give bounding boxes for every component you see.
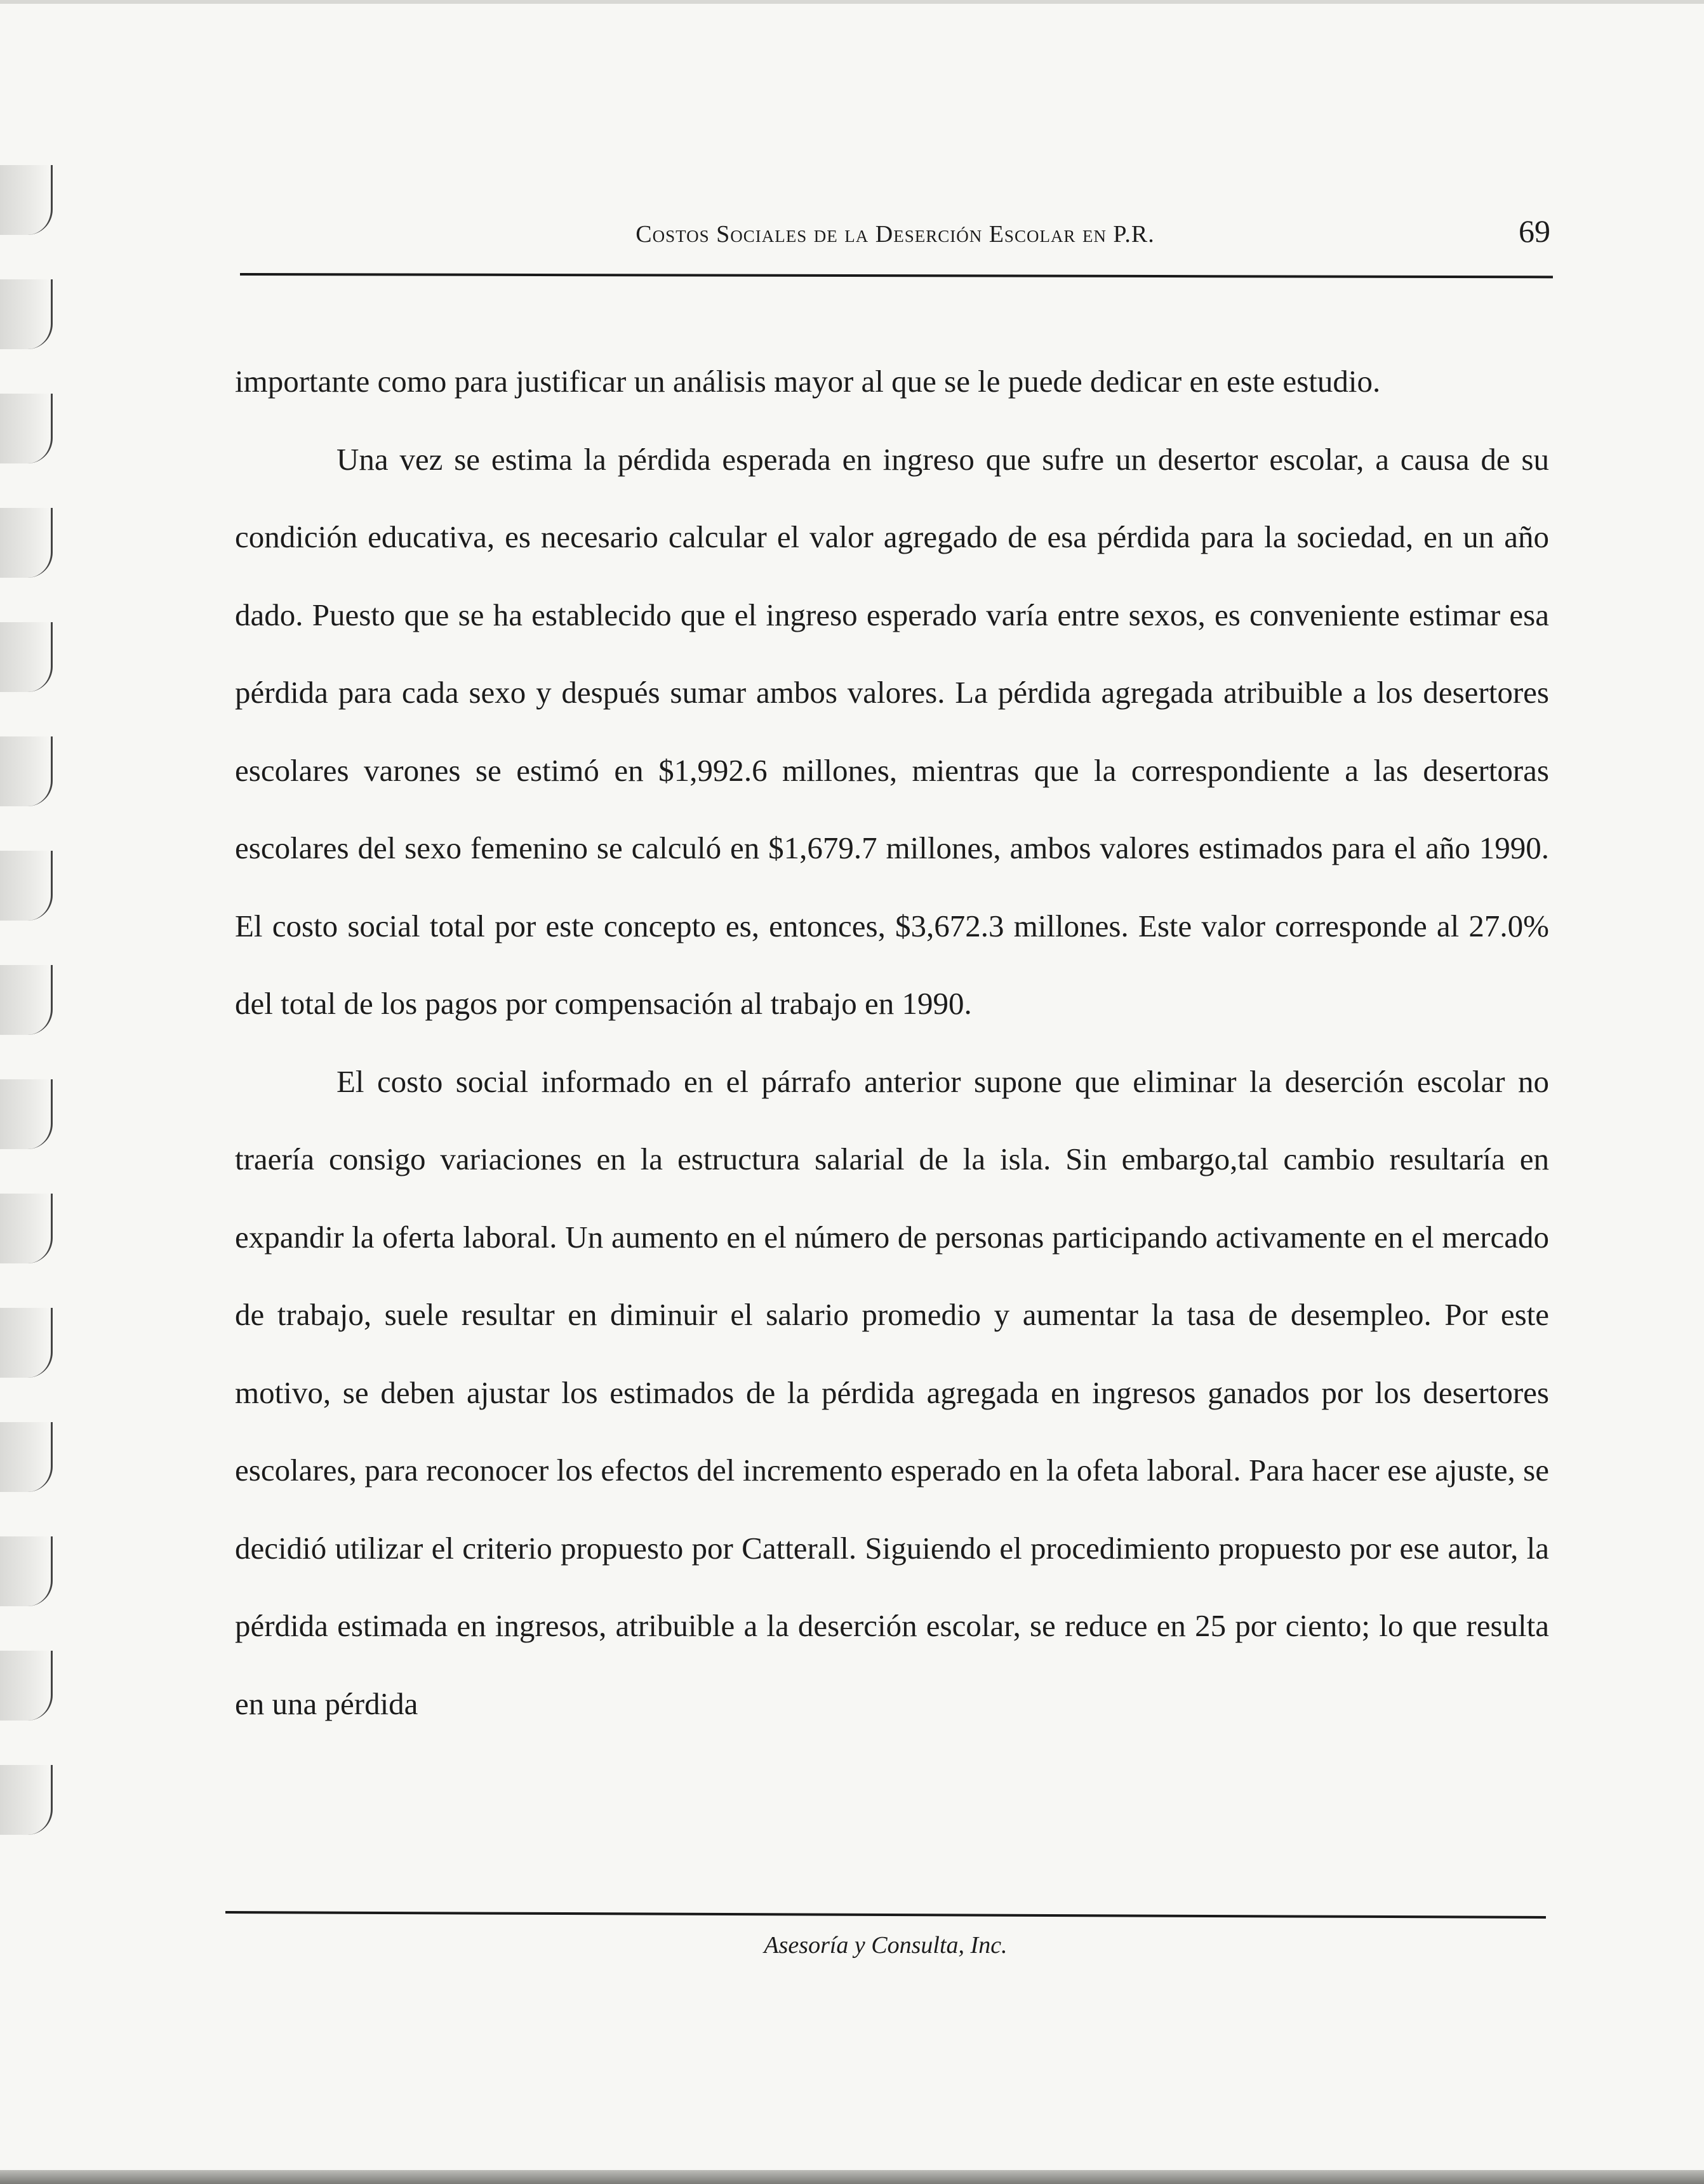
header-rule xyxy=(240,273,1553,278)
binding-ring xyxy=(0,165,53,235)
spiral-binding xyxy=(0,165,57,1879)
binding-ring xyxy=(0,736,53,806)
running-header xyxy=(241,213,1549,263)
binding-ring xyxy=(0,1422,53,1492)
binding-ring xyxy=(0,851,53,921)
binding-ring xyxy=(0,622,53,692)
running-title: Costos Sociales de la Deserción Escolar en P.R. xyxy=(636,221,1155,248)
footer-text: Asesoría y Consulta, Inc. xyxy=(764,1932,1008,1959)
binding-ring xyxy=(0,1194,53,1263)
page-top-edge xyxy=(0,0,1704,4)
paragraph: El costo social informado en el párrafo anterior supone que eliminar la deserción escolar no traería consigo variaciones en la estructura salarial de la isla. Sin embargo,tal cambio resultaría en expandir la oferta laboral. Un aumento en el número de personas participando activamente en el mercado de trabajo, suele resultar en diminuir el salario promedio y aumentar la tasa de desempleo. Por este motivo, se deben ajustar los estimados de la pérdida agregada en ingresos ganados por los desertores escolares, para reconocer los efectos del incremento esperado en la ofeta laboral. Para hacer ese ajuste, se decidió utilizar el criterio propuesto por Catterall. Siguiendo el procedimiento propuesto por ese autor, la pérdida estimada en ingresos, atribuible a la deserción escolar, se reduce en 25 por ciento; lo que resulta en una pérdida xyxy=(235,1063,1549,1721)
binding-ring xyxy=(0,1765,53,1835)
paragraph: importante como para justificar un análisis mayor al que se le puede dedicar en este estudio. xyxy=(235,364,1381,399)
binding-ring xyxy=(0,1308,53,1378)
page-bottom-edge xyxy=(0,2170,1704,2184)
binding-ring xyxy=(0,1536,53,1606)
binding-ring xyxy=(0,1651,53,1721)
paragraph: Una vez se estima la pérdida esperada en ingreso que sufre un desertor escolar, a causa de su condición educativa, es necesario calcular el valor agregado de esa pérdida para la sociedad, en un año dado. Puesto que se ha establecido que el ingreso esperado varía entre sexos, es conveniente estimar esa pérdida para cada sexo y después sumar ambos valores. La pérdida agregada atribuible a los desertores escolares varones se estimó en $1,992.6 millones, mientras que la correspondiente a las desertoras escolares del sexo femenino se calculó en $1,679.7 millones, ambos valores estimados para el año 1990. El costo social total por este concepto es, entonces, $3,672.3 millones. Este valor corresponde al 27.0% del total de los pagos por compensación al trabajo en 1990. xyxy=(235,441,1549,1021)
body-text xyxy=(235,343,1549,1743)
binding-ring xyxy=(0,1079,53,1149)
page-number: 69 xyxy=(1519,213,1550,249)
binding-ring xyxy=(0,508,53,578)
binding-ring xyxy=(0,279,53,349)
footer-rule xyxy=(225,1911,1546,1919)
binding-ring xyxy=(0,394,53,463)
binding-ring xyxy=(0,965,53,1035)
